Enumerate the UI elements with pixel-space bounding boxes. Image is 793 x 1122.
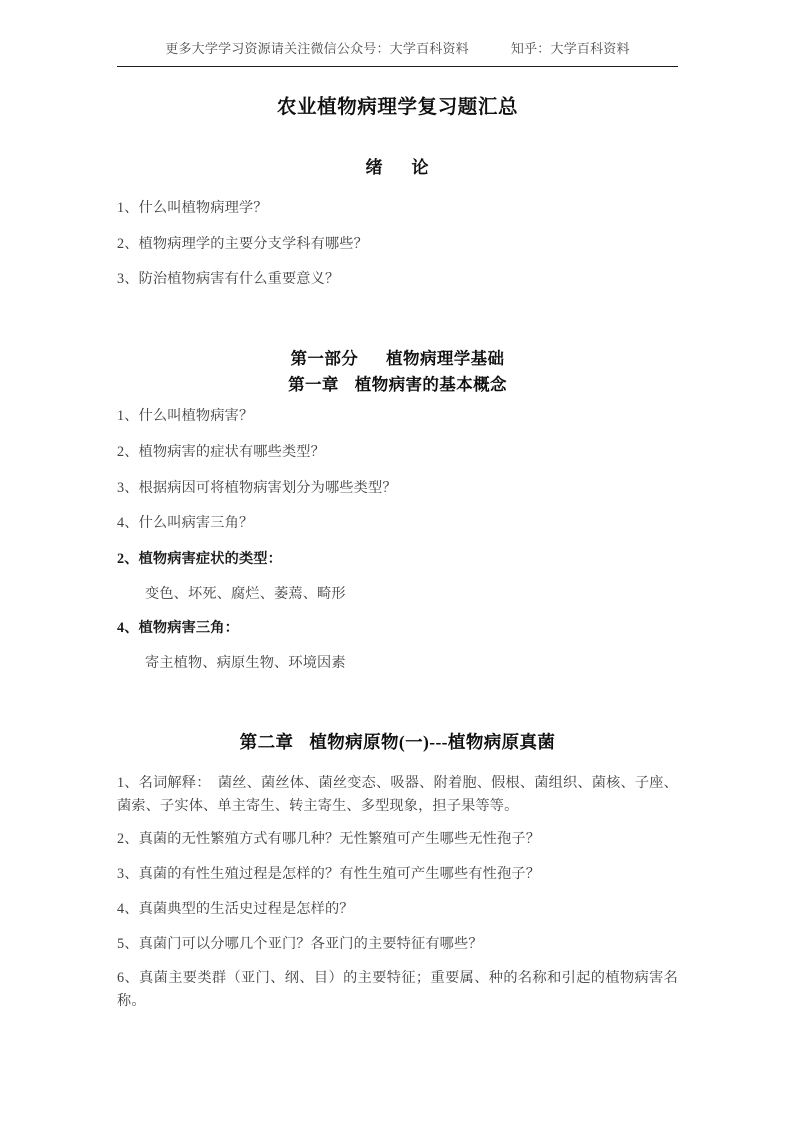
chapter-one-label: 第一章	[288, 374, 339, 394]
part-one-label: 第一部分	[290, 348, 359, 368]
header-wechat-text: 更多大学学习资源请关注微信公众号：大学百科资料	[165, 41, 469, 56]
list-item: 3、真菌的有性生殖过程是怎样的？有性生殖可产生哪些有性孢子？	[117, 866, 541, 883]
list-item: 3、防治植物病害有什么重要意义？	[117, 271, 340, 288]
chapter-one-heading	[117, 372, 678, 398]
spacer	[117, 181, 678, 197]
answer-heading: 2、植物病害症状的类型：	[117, 550, 282, 567]
preface-heading-char-1: 绪	[365, 158, 384, 178]
chapter-one-title: 植物病害的基本概念	[354, 374, 507, 394]
part-one-title: 植物病理学基础	[386, 348, 505, 368]
chapter-one-answer-list	[117, 548, 678, 675]
preface-heading-char-2: 论	[411, 158, 430, 178]
spacer	[117, 397, 678, 405]
chapter-two-title: 植物病原物(一)---植物病原真菌	[309, 731, 556, 752]
spacer	[117, 687, 678, 729]
answer-heading: 4、植物病害三角：	[117, 620, 239, 637]
preface-heading	[117, 155, 678, 181]
list-item: 3、根据病因可将植物病害划分为哪些类型？	[117, 479, 397, 496]
part-one-heading	[117, 346, 678, 372]
list-item: 2、植物病害的症状有哪些类型？	[117, 443, 325, 460]
header-text-line	[117, 38, 678, 57]
page-header	[117, 38, 678, 75]
list-item: 1、什么叫植物病害？	[117, 408, 254, 425]
header-zhihu-text: 知乎：大学百科资料	[510, 41, 630, 56]
list-item: 5、真菌门可以分哪几个亚门？各亚门的主要特征有哪些？	[117, 935, 483, 952]
list-item: 1、名词解释： 菌丝、菌丝体、菌丝变态、吸器、附着胞、假根、菌组织、菌核、子座、菌索、子实体、单主寄生、转主寄生、多型现象，担子果等等。	[117, 774, 678, 814]
list-item: 4、真菌典型的生活史过程是怎样的？	[117, 900, 354, 917]
page-title: 农业植物病理学复习题汇总	[276, 97, 519, 118]
spacer	[117, 121, 678, 155]
header-divider-rule	[117, 66, 678, 67]
list-item: 2、真菌的无性繁殖方式有哪几种？无性繁殖可产生哪些无性孢子？	[117, 831, 541, 848]
answer-body: 变色、坏死、腐烂、萎蔫、畸形	[145, 585, 346, 602]
chapter-two-label: 第二章	[239, 731, 294, 752]
list-item: 1、什么叫植物病理学？	[117, 199, 268, 216]
spacer	[117, 304, 678, 346]
answer-body: 寄主植物、病原生物、环境因素	[145, 655, 346, 672]
chapter-two-heading	[117, 729, 678, 756]
spacer	[117, 756, 678, 772]
list-item: 4、什么叫病害三角？	[117, 515, 254, 532]
preface-question-list	[117, 197, 678, 291]
list-item: 2、植物病理学的主要分支学科有哪些？	[117, 235, 368, 252]
list-item: 6、真菌主要类群（亚门、纲、目）的主要特征；重要属、种的名称和引起的植物病害名称。	[117, 970, 678, 1009]
chapter-one-question-list	[117, 405, 678, 535]
chapter-two-question-list	[117, 772, 678, 1013]
document-body	[117, 88, 678, 1024]
